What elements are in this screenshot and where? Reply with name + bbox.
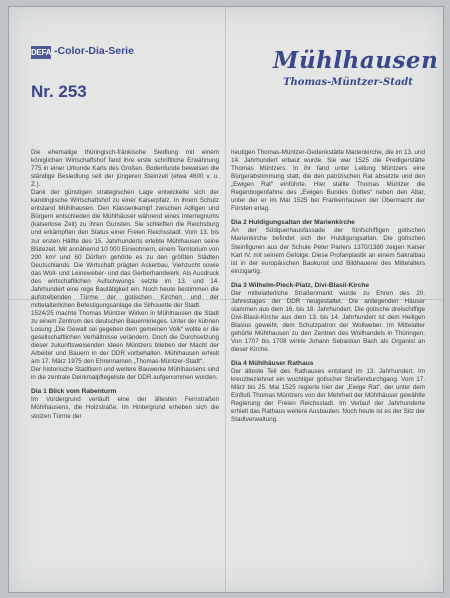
section-text-dia2: An der Südquerhausfassade der fünfschiffigen gotischen Marienkirche befindet sich der Huldigungsaltan. Die gotischen Steinfiguren aus der Schule Peter Parlers 1370/1380 zeigen Kaiser Karl IV. mit seinem Gefolge. Diese Profanplastik an einem Sakralbau ist in der europäischen Baukunst und Bildhauerei des Mittelalters einzigartig. [231, 227, 425, 275]
section-text-dia3: Der mittelalterliche Straßenmarkt wurde zu Ehren des 20. Jahrestages der DDR neugestaltet. Die anliegenden Häuser stammen aus dem 16. bis 18. Jahrhundert. Die gotische dreischiffige Divi-Blasii-Kirche aus dem 13. bis 14. Jahrhundert ist dem Heiligen Blasius geweiht, dem Schutzpatron der Wollweber. Im Mittelalter gehörte Mühlhausen zu den Zentren des Wollhandels in Thüringen. Von 1707 bis 1708 wirkte Johann Sebastian Bach als Organist an dieser Kirche. [231, 289, 425, 354]
paragraph: Der historische Stadtkern und weitere Bauwerke Mühlhausens sind in die zentrale Denkmalpflegeliste der DDR aufgenommen worden. [31, 366, 219, 382]
series-number: Nr. 253 [31, 82, 87, 101]
section-heading-dia1: Dia 1 Blick vom Rabenturm [31, 388, 117, 396]
section-heading-dia3: Dia 3 Wilhelm-Pieck-Platz, Divi-Blasii-Kirche [231, 281, 370, 289]
paragraph: Die ehemalige thüringisch-fränkische Siedlung mit einem königlichen Wirtschaftshof fand ihre erste schriftliche Erwähnung 775 in einer Urkunde Karls des Großen. Bodenfunde beweisen die ständige Besiedlung seit der jüngeren Steinzeit (etwa 4600 v. u. Z.). [31, 149, 219, 189]
paragraph: heutigen Thomas-Müntzer-Gedenkstätte Marienkirche, die im 13. und 14. Jahrhundert erbaut wurde. Sie war 1525 die Predigerstätte Thomas Müntzers. In ihr fand unter Leitung Müntzers eine Bürgerabstimmung statt, die den patrizischen Rat absetzte und den „Ewigen Rat“ einführte. Hier stallte Thomas Müntzer die Regenbogenfahne des „Ewigen Bundes Gottes“ neben den Altar, unter der er im Mai 1525 bei Frankenhausen der Übermacht der Fürsten erlag. [231, 149, 425, 213]
series-label: -Color-Dia-Serie [54, 45, 134, 57]
page-title: Mühlhausen [273, 47, 439, 74]
page-subtitle: Thomas-Müntzer-Stadt [283, 77, 413, 88]
section-heading-dia4: Dia 4 Mühlhäuser Rathaus [231, 360, 314, 368]
right-column [231, 149, 425, 425]
paragraph: Dank der günstigen strategischen Lage entwickelte sich der karolingische Wirtschaftshof zu einer Kaiserpfalz. In ihrem Schutz entstand Mühlhausen. Den Klassenkampf zwischen Adligen und Bürgern entschieden die Mühlhäuser während eines Interregnums (kaiserlose Zeit) zu ihren Gunsten. Sie schleiften die Reichsburg und erkämpften den Status einer Freien Reichsstadt. Vom 13. bis zur ersten Hälfte des 15. Jahrhunderts erlebte Mühlhausen seine Blütezeit. Mit annähernd 10 000 Einwohnern, einem Territorium von 200 km² und 60 Dörfern gehörte es zu den größten Städten Deutschlands. Die Wirtschaft prägten Ackerbau, Viehzucht sowie das Woll- und Leineweber- und das Gerberhandwerk. Als Ausdruck des wirtschaftlichen Aufschwungs setzte im 13. und 14. Jahrhundert eine rege Bautätigkeit ein. Noch heute bestimmen die aufstrebenden Türme der gotischen Kirchen und der mittelalterlichen Befestigungsanlage die Silhouette der Stadt. [31, 189, 219, 309]
section-text-dia1: Im Vordergrund verläuft eine der ältesten Fernstraßen Mühlhausens, die Holzstraße. Im Hintergrund erheben sich die stolzen Türme der [31, 396, 219, 420]
left-column [31, 149, 219, 421]
document-sheet [8, 6, 444, 593]
paragraph: 1524/25 machte Thomas Müntzer Wirken in Mühlhausen die Stadt zu einem Zentrum des deutschen Bauernkrieges. Unter der kühnen Losung „Die Gewalt sei gegeben dem gemeinen Volk“ wollte er die gesellschaftlichen Verhältnisse verändern. Doch die Durchsetzung dieser zukunftsweisenden Ideen Müntzers blieben der Macht der Arbeiter und Bauern in der DDR vorbehalten. Mühlhausen erhielt am 17. März 1975 den Ehrennamen „Thomas-Müntzer-Stadt“. [31, 309, 219, 366]
defa-logo: DEFA [30, 48, 52, 57]
section-heading-dia2: Dia 2 Huldigungsaltan der Marienkirche [231, 219, 355, 227]
section-text-dia4: Der älteste Teil des Rathauses entstand im 13. Jahrhundert. Im kreuzbeziehnet ein wuchtiger gotischer Straßendurchgang. Vom 17. März bis 25. Mai 1525 regierte hier der „Ewige Rat“, der unter dem Einfluß Thomas Müntzers von der Mehrheit der Mühlhäuser gewählte Regierung der Freien Reichsstadt. Im Verlauf der Jahrhunderte erhielt das Rathaus weitere Ausbauten. Noch heute ist es der Sitz der Stadtverwaltung. [231, 368, 425, 424]
